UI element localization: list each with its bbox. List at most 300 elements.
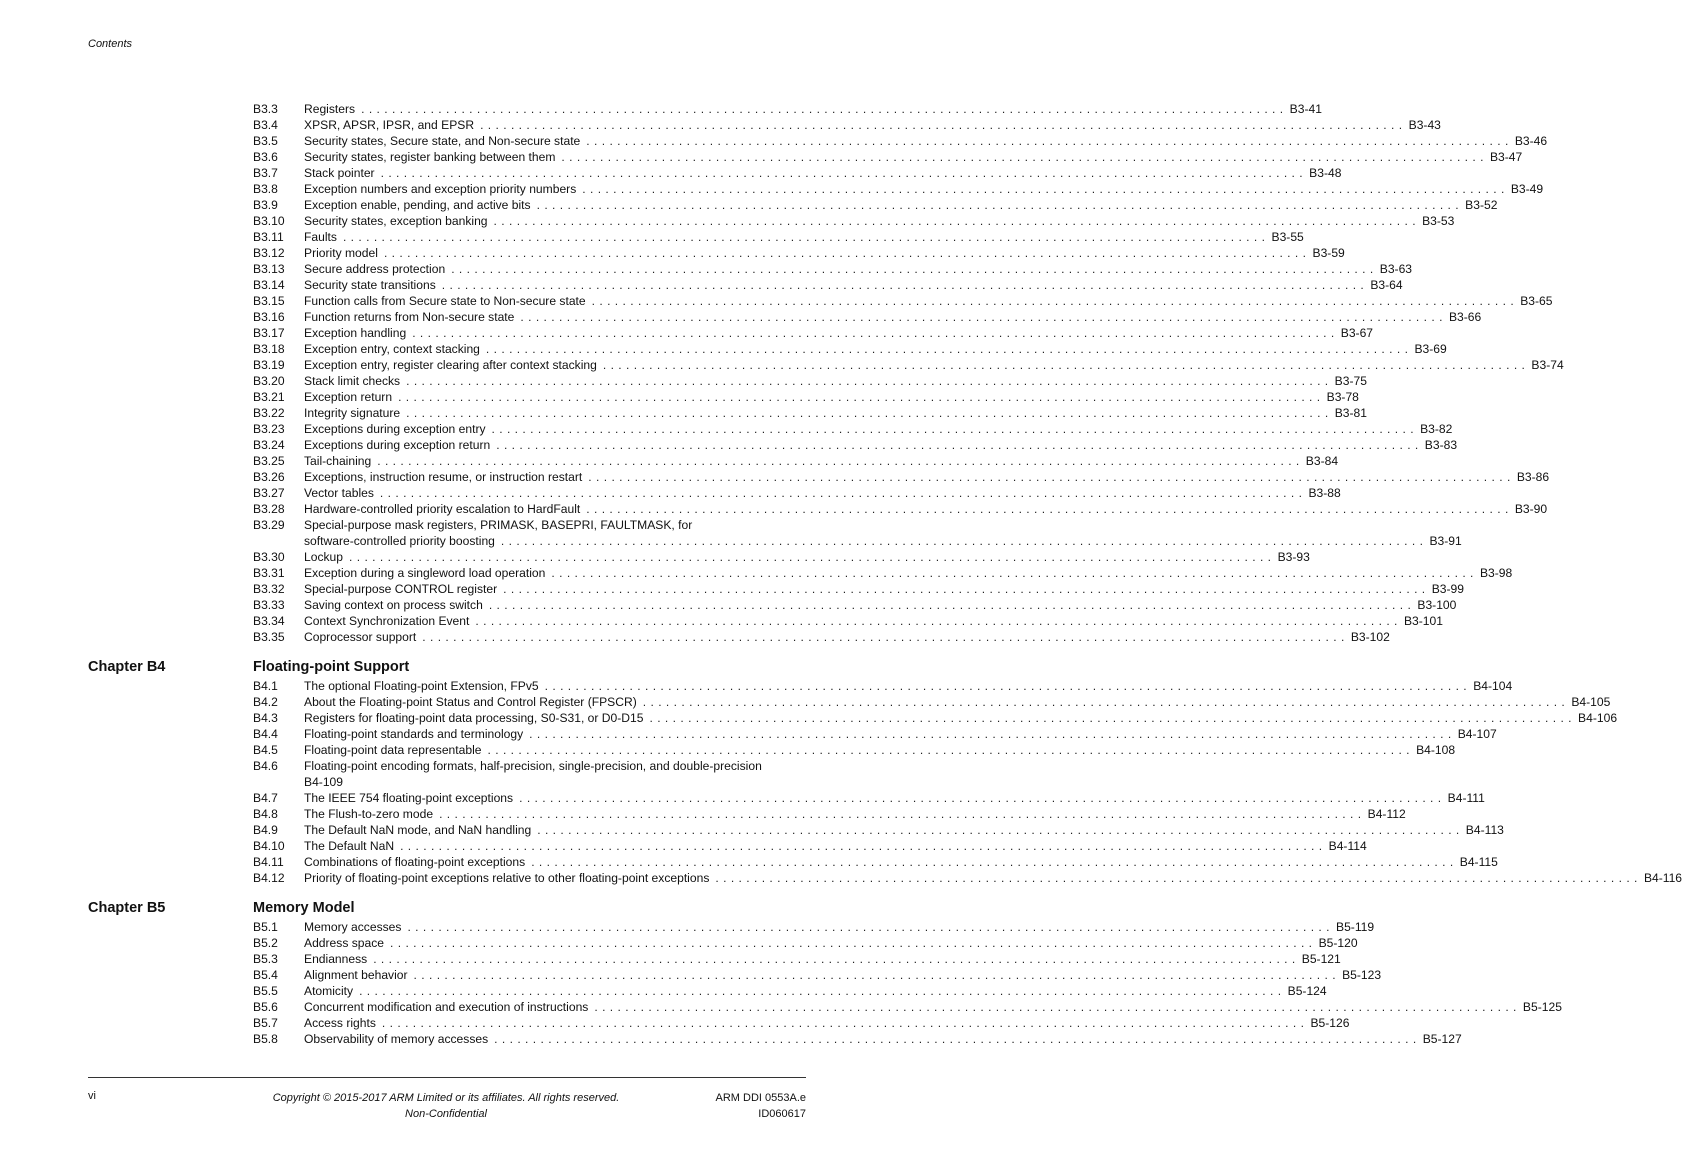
section-number: B3.20 <box>253 374 285 388</box>
section-page: B5-126 <box>1310 1016 1350 1030</box>
section-page: B5-125 <box>1522 1000 1562 1014</box>
toc-entry[interactable] <box>253 999 1562 1015</box>
section-title: Security states, Secure state, and Non-secure state <box>304 134 581 148</box>
section-number: B5.5 <box>253 984 278 998</box>
section-title-wrap <box>304 117 1409 133</box>
section-title-wrap <box>304 967 1342 983</box>
dot-leader: . . . . . . . . . . . . . . . . . . . . . . . . . . . . . . . . . . . . . . . . . . . . . . . . . . . . . . . . . . . . . . . . . . . . . . . . . . . . . . . . . . . . . . . . . . . . . . . . . . . . . . . . . . . . . . . . . . . . . . . . <box>377 454 1300 468</box>
section-page: B3-52 <box>1465 198 1498 212</box>
section-title-wrap <box>304 261 1380 277</box>
section-title-wrap <box>304 421 1420 437</box>
section-title: Secure address protection <box>304 262 446 276</box>
toc-entry[interactable] <box>253 951 1341 967</box>
dot-leader: . . . . . . . . . . . . . . . . . . . . . . . . . . . . . . . . . . . . . . . . . . . . . . . . . . . . . . . . . . . . . . . . . . . . . . . . . . . . . . . . . . . . . . . . . . . . . . . . . . . . . . . . . . . . . . . . . . . . . . . . <box>649 711 1573 725</box>
section-number: B3.26 <box>253 470 285 484</box>
toc-entry[interactable] <box>253 870 1682 886</box>
section-page: B3-98 <box>1479 566 1513 580</box>
section-title-wrap <box>304 822 1466 838</box>
toc-entry[interactable] <box>253 629 1390 645</box>
toc-entry[interactable] <box>253 117 1441 133</box>
dot-leader: . . . . . . . . . . . . . . . . . . . . . . . . . . . . . . . . . . . . . . . . . . . . . . . . . . . . . . . . . . . . . . . . . . . . . . . . . . . . . . . . . . . . . . . . . . . . . . . . . . . . . . . . . . . . . . . . . . . . . . . . <box>475 614 1398 628</box>
section-title: Exception handling <box>304 326 407 340</box>
section-title-wrap <box>304 999 1523 1015</box>
toc-entry[interactable] <box>253 389 1359 405</box>
section-page: B5-127 <box>1422 1032 1462 1046</box>
section-page: B3-46 <box>1514 134 1548 148</box>
section-number: B3.8 <box>253 182 278 196</box>
section-page: B3-66 <box>1448 310 1482 324</box>
toc-entry[interactable] <box>253 149 1523 165</box>
section-title-wrap <box>304 597 1417 613</box>
dot-leader: . . . . . . . . . . . . . . . . . . . . . . . . . . . . . . . . . . . . . . . . . . . . . . . . . . . . . . . . . . . . . . . . . . . . . . . . . . . . . . . . . . . . . . . . . . . . . . . . . . . . . . . . . . . . . . . . . . . . . . . . <box>551 566 1474 580</box>
section-page: B5-123 <box>1342 968 1382 982</box>
section-title: Alignment behavior <box>304 968 408 982</box>
toc-entry[interactable] <box>253 935 1358 951</box>
section-title-wrap <box>304 501 1515 517</box>
section-title-wrap <box>304 165 1309 181</box>
toc-entry[interactable] <box>253 133 1548 149</box>
section-number: B3.33 <box>253 598 285 612</box>
dot-leader: . . . . . . . . . . . . . . . . . . . . . . . . . . . . . . . . . . . . . . . . . . . . . . . . . . . . . . . . . . . . . . . . . . . . . . . . . . . . . . . . . . . . . . . . . . . . . . . . . . . . . . . . . . . . . . . . . . . . . . . . <box>451 262 1374 276</box>
footer-page-number: vi <box>88 1090 96 1102</box>
section-title-continued: software-controlled priority boosting <box>304 534 495 548</box>
dot-leader: . . . . . . . . . . . . . . . . . . . . . . . . . . . . . . . . . . . . . . . . . . . . . . . . . . . . . . . . . . . . . . . . . . . . . . . . . . . . . . . . . . . . . . . . . . . . . . . . . . . . . . . . . . . . . . . . . . . . . . . . <box>520 310 1443 324</box>
section-page: B5-119 <box>1336 920 1375 934</box>
section-title-wrap <box>304 870 1644 886</box>
section-number: B3.27 <box>253 486 285 500</box>
section-title-wrap <box>304 983 1288 999</box>
section-title-wrap <box>304 710 1578 726</box>
dot-leader: . . . . . . . . . . . . . . . . . . . . . . . . . . . . . . . . . . . . . . . . . . . . . . . . . . . . . . . . . . . . . . . . . . . . . . . . . . . . . . . . . . . . . . . . . . . . . . . . . . . . . . . . . . . . . . . . . . . . . . . . <box>544 679 1468 693</box>
section-title-line <box>304 533 1429 549</box>
section-title: Concurrent modification and execution of instructions <box>304 1000 589 1014</box>
section-title: About the Floating-point Status and Control Register (FPSCR) <box>304 695 637 709</box>
dot-leader: . . . . . . . . . . . . . . . . . . . . . . . . . . . . . . . . . . . . . . . . . . . . . . . . . . . . . . . . . . . . . . . . . . . . . . . . . . . . . . . . . . . . . . . . . . . . . . . . . . . . . . . . . . . . . . . . . . . . . . . . <box>380 166 1304 180</box>
section-page: B3-88 <box>1308 486 1341 500</box>
section-title: Exceptions, instruction resume, or instruction restart <box>304 470 583 484</box>
section-title: Hardware-controlled priority escalation to HardFault <box>304 502 581 516</box>
section-title-wrap <box>304 935 1319 951</box>
section-title-wrap <box>304 1031 1423 1047</box>
section-title: The optional Floating-point Extension, FPv5 <box>304 679 539 693</box>
section-number: B3.35 <box>253 630 285 644</box>
dot-leader: . . . . . . . . . . . . . . . . . . . . . . . . . . . . . . . . . . . . . . . . . . . . . . . . . . . . . . . . . . . . . . . . . . . . . . . . . . . . . . . . . . . . . . . . . . . . . . . . . . . . . . . . . . . . . . . . . . . . . . . . <box>400 839 1323 853</box>
section-title: Security states, exception banking <box>304 214 488 228</box>
section-number: B3.3 <box>253 102 278 116</box>
section-title: Exceptions during exception return <box>304 438 491 452</box>
toc-entry[interactable] <box>253 469 1550 485</box>
section-page: B4-113 <box>1465 823 1504 837</box>
section-page: B3-67 <box>1340 326 1374 340</box>
dot-leader: . . . . . . . . . . . . . . . . . . . . . . . . . . . . . . . . . . . . . . . . . . . . . . . . . . . . . . . . . . . . . . . . . . . . . . . . . . . . . . . . . . . . . . . . . . . . . . . . . . . . . . . . . . . . . . . . . . . . . . . . <box>381 1016 1305 1030</box>
section-title: Exception numbers and exception priority numbers <box>304 182 577 196</box>
toc-entry[interactable] <box>253 710 1618 726</box>
section-number: B3.16 <box>253 310 285 324</box>
section-page: B3-53 <box>1422 214 1455 228</box>
dot-leader: . . . . . . . . . . . . . . . . . . . . . . . . . . . . . . . . . . . . . . . . . . . . . . . . . . . . . . . . . . . . . . . . . . . . . . . . . . . . . . . . . . . . . . . . . . . . . . . . . . . . . . . . . . . . . . . . . . . . . . . . <box>496 438 1419 452</box>
section-title: Special-purpose CONTROL register <box>304 582 498 596</box>
chapter-heading <box>88 656 806 678</box>
section-page: B4-116 <box>1643 871 1682 885</box>
dot-leader: . . . . . . . . . . . . . . . . . . . . . . . . . . . . . . . . . . . . . . . . . . . . . . . . . . . . . . . . . . . . . . . . . . . . . . . . . . . . . . . . . . . . . . . . . . . . . . . . . . . . . . . . . . . . . . . . . . . . . . . . <box>412 326 1335 340</box>
toc-entry[interactable] <box>253 565 1513 581</box>
section-page: B4-109 <box>304 775 343 789</box>
section-title-wrap <box>304 678 1473 694</box>
section-title-wrap <box>304 469 1517 485</box>
section-title: The Default NaN <box>304 839 395 853</box>
section-title: Security states, register banking between them <box>304 150 556 164</box>
toc-entry[interactable] <box>253 549 1310 565</box>
dot-leader: . . . . . . . . . . . . . . . . . . . . . . . . . . . . . . . . . . . . . . . . . . . . . . . . . . . . . . . . . . . . . . . . . . . . . . . . . . . . . . . . . . . . . . . . . . . . . . . . . . . . . . . . . . . . . . . . . . . . . . . . <box>413 968 1337 982</box>
dot-leader: . . . . . . . . . . . . . . . . . . . . . . . . . . . . . . . . . . . . . . . . . . . . . . . . . . . . . . . . . . . . . . . . . . . . . . . . . . . . . . . . . . . . . . . . . . . . . . . . . . . . . . . . . . . . . . . . . . . . . . . . <box>361 102 1284 116</box>
section-title: Stack limit checks <box>304 374 401 388</box>
section-title: Security state transitions <box>304 278 436 292</box>
section-title-wrap <box>304 581 1432 597</box>
section-page: B3-84 <box>1305 454 1339 468</box>
section-page: B3-69 <box>1414 342 1447 356</box>
dot-leader: . . . . . . . . . . . . . . . . . . . . . . . . . . . . . . . . . . . . . . . . . . . . . . . . . . . . . . . . . . . . . . . . . . . . . . . . . . . . . . . . . . . . . . . . . . . . . . . . . . . . . . . . . . . . . . . . . . . . . . . . <box>439 807 1362 821</box>
section-title-wrap <box>304 325 1341 341</box>
dot-leader: . . . . . . . . . . . . . . . . . . . . . . . . . . . . . . . . . . . . . . . . . . . . . . . . . . . . . . . . . . . . . . . . . . . . . . . . . . . . . . . . . . . . . . . . . . . . . . . . . . . . . . . . . . . . . . . . . . . . . . . . <box>485 342 1409 356</box>
section-title: Endianness <box>304 952 368 966</box>
section-title: Exception entry, register clearing after context stacking <box>304 358 597 372</box>
section-page: B3-55 <box>1271 230 1304 244</box>
toc-entry[interactable] <box>253 373 1367 389</box>
chapter-title[interactable]: Memory Model <box>253 900 355 916</box>
section-number: B3.17 <box>253 326 285 340</box>
section-number: B3.23 <box>253 422 285 436</box>
section-page: B5-124 <box>1287 984 1327 998</box>
toc-entry[interactable] <box>253 357 1564 373</box>
dot-leader: . . . . . . . . . . . . . . . . . . . . . . . . . . . . . . . . . . . . . . . . . . . . . . . . . . . . . . . . . . . . . . . . . . . . . . . . . . . . . . . . . . . . . . . . . . . . . . . . . . . . . . . . . . . . . . . . . . . . . . . . <box>441 278 1365 292</box>
section-number: B5.8 <box>253 1032 278 1046</box>
section-number: B3.22 <box>253 406 285 420</box>
section-number: B3.24 <box>253 438 285 452</box>
section-number: B3.29 <box>253 518 285 532</box>
toc-entry[interactable] <box>253 919 1375 935</box>
section-title-wrap <box>304 919 1336 935</box>
toc-entry[interactable] <box>253 101 1322 117</box>
section-number: B3.12 <box>253 246 285 260</box>
section-title-wrap <box>304 565 1480 581</box>
toc-entry[interactable] <box>253 613 1443 629</box>
section-title-wrap <box>304 453 1306 469</box>
section-number: B3.15 <box>253 294 285 308</box>
dot-leader: . . . . . . . . . . . . . . . . . . . . . . . . . . . . . . . . . . . . . . . . . . . . . . . . . . . . . . . . . . . . . . . . . . . . . . . . . . . . . . . . . . . . . . . . . . . . . . . . . . . . . . . . . . . . . . . . . . . . . . . . <box>379 486 1303 500</box>
section-number: B3.34 <box>253 614 285 628</box>
section-title-wrap <box>304 309 1449 325</box>
section-page: B3-65 <box>1520 294 1553 308</box>
section-title: Priority model <box>304 246 378 260</box>
toc-entry[interactable] <box>253 581 1464 597</box>
section-title-wrap <box>304 629 1351 645</box>
dot-leader: . . . . . . . . . . . . . . . . . . . . . . . . . . . . . . . . . . . . . . . . . . . . . . . . . . . . . . . . . . . . . . . . . . . . . . . . . . . . . . . . . . . . . . . . . . . . . . . . . . . . . . . . . . . . . . . . . . . . . . . . <box>398 390 1321 404</box>
toc-entry[interactable] <box>253 213 1455 229</box>
section-title: Access rights <box>304 1016 376 1030</box>
section-number: B5.2 <box>253 936 278 950</box>
running-header: Contents <box>88 38 133 50</box>
section-title: Registers for floating-point data processing, S0-S31, or D0-D15 <box>304 711 644 725</box>
section-title-wrap <box>304 854 1460 870</box>
section-title-wrap <box>304 485 1308 501</box>
section-title-wrap <box>304 694 1571 710</box>
section-number: B4.9 <box>253 823 278 837</box>
section-page: B4-106 <box>1578 711 1618 725</box>
toc-entry[interactable] <box>253 1031 1462 1047</box>
section-number: B4.10 <box>253 839 285 853</box>
section-page: B4-108 <box>1416 743 1456 757</box>
section-title-wrap <box>304 806 1368 822</box>
section-title-wrap <box>304 549 1278 565</box>
section-title: The IEEE 754 floating-point exceptions <box>304 791 514 805</box>
section-page: B3-101 <box>1403 614 1443 628</box>
footer-divider <box>88 1077 806 1078</box>
section-number: B3.10 <box>253 214 285 228</box>
section-number: B5.7 <box>253 1016 278 1030</box>
section-number: B4.6 <box>253 759 278 773</box>
section-page: B3-86 <box>1516 470 1550 484</box>
toc-entry[interactable] <box>253 790 1485 806</box>
dot-leader: . . . . . . . . . . . . . . . . . . . . . . . . . . . . . . . . . . . . . . . . . . . . . . . . . . . . . . . . . . . . . . . . . . . . . . . . . . . . . . . . . . . . . . . . . . . . . . . . . . . . . . . . . . . . . . . . . . . . . . . . <box>407 920 1331 934</box>
section-title: Vector tables <box>304 486 374 500</box>
section-number: B3.18 <box>253 342 285 356</box>
toc-entry[interactable] <box>253 437 1458 453</box>
toc-entry[interactable] <box>253 1015 1350 1031</box>
section-number: B5.3 <box>253 952 278 966</box>
dot-leader: . . . . . . . . . . . . . . . . . . . . . . . . . . . . . . . . . . . . . . . . . . . . . . . . . . . . . . . . . . . . . . . . . . . . . . . . . . . . . . . . . . . . . . . . . . . . . . . . . . . . . . . . . . . . . . . . . . . . . . . . <box>349 550 1272 564</box>
dot-leader: . . . . . . . . . . . . . . . . . . . . . . . . . . . . . . . . . . . . . . . . . . . . . . . . . . . . . . . . . . . . . . . . . . . . . . . . . . . . . . . . . . . . . . . . . . . . . . . . . . . . . . . . . . . . . . . . . . . . . . . . <box>500 534 1424 548</box>
toc-entry[interactable] <box>253 293 1553 309</box>
toc-entry[interactable] <box>253 501 1548 517</box>
toc-entry[interactable] <box>253 421 1453 437</box>
footer-copyright-block <box>230 1090 662 1122</box>
section-page: B3-75 <box>1334 374 1367 388</box>
section-title: The Flush-to-zero mode <box>304 807 434 821</box>
section-number: B3.31 <box>253 566 285 580</box>
dot-leader: . . . . . . . . . . . . . . . . . . . . . . . . . . . . . . . . . . . . . . . . . . . . . . . . . . . . . . . . . . . . . . . . . . . . . . . . . . . . . . . . . . . . . . . . . . . . . . . . . . . . . . . . . . . . . . . . . . . . . . . . <box>491 422 1415 436</box>
section-number: B3.9 <box>253 198 278 212</box>
section-title: Tail-chaining <box>304 454 372 468</box>
section-page: B4-104 <box>1473 679 1513 693</box>
toc-entry[interactable] <box>253 165 1342 181</box>
toc-entry[interactable] <box>253 181 1544 197</box>
section-number: B3.6 <box>253 150 278 164</box>
section-title-line: Special-purpose mask registers, PRIMASK, BASEPRI, FAULTMASK, for <box>304 518 693 532</box>
chapter-heading <box>88 897 806 919</box>
section-page: B3-47 <box>1489 150 1523 164</box>
toc-entry[interactable] <box>253 261 1413 277</box>
section-number: B4.3 <box>253 711 278 725</box>
dot-leader: . . . . . . . . . . . . . . . . . . . . . . . . . . . . . . . . . . . . . . . . . . . . . . . . . . . . . . . . . . . . . . . . . . . . . . . . . . . . . . . . . . . . . . . . . . . . . . . . . . . . . . . . . . . . . . . . . . . . . . . . <box>503 582 1426 596</box>
toc-entry[interactable] <box>253 597 1457 613</box>
section-title: Exception return <box>304 390 393 404</box>
section-title-line: Floating-point encoding formats, half-precision, single-precision, and double-precision <box>304 759 762 773</box>
section-title: Saving context on process switch <box>304 598 483 612</box>
section-title: Coprocessor support <box>304 630 417 644</box>
footer-doc-id: ARM DDI 0553A.e <box>715 1092 806 1104</box>
section-title: Atomicity <box>304 984 354 998</box>
section-page: B3-82 <box>1420 422 1453 436</box>
section-title: Function calls from Secure state to Non-secure state <box>304 294 586 308</box>
section-title-wrap <box>304 277 1370 293</box>
section-title: Exception enable, pending, and active bits <box>304 198 531 212</box>
section-title-wrap <box>304 341 1414 357</box>
chapter-number[interactable]: Chapter B5 <box>88 900 166 916</box>
section-title: Floating-point standards and terminology <box>304 727 524 741</box>
section-number: B3.13 <box>253 262 285 276</box>
toc-entry[interactable] <box>253 341 1447 357</box>
toc-entry[interactable] <box>253 838 1367 854</box>
section-title-wrap <box>304 373 1335 389</box>
section-title <box>304 517 1429 549</box>
section-title: Registers <box>304 102 356 116</box>
section-number: B3.21 <box>253 390 285 404</box>
section-title: Integrity signature <box>304 406 401 420</box>
section-title-wrap <box>304 149 1490 165</box>
section-title-wrap <box>304 742 1416 758</box>
toc-entry[interactable] <box>253 806 1406 822</box>
section-page: B5-121 <box>1301 952 1341 966</box>
section-page: B3-63 <box>1379 262 1413 276</box>
footer-copyright: Copyright © 2015-2017 ARM Limited or its affiliates. All rights reserved. <box>272 1092 620 1104</box>
section-number: B4.2 <box>253 695 278 709</box>
section-title-wrap <box>304 181 1511 197</box>
section-title: Exceptions during exception entry <box>304 422 486 436</box>
dot-leader: . . . . . . . . . . . . . . . . . . . . . . . . . . . . . . . . . . . . . . . . . . . . . . . . . . . . . . . . . . . . . . . . . . . . . . . . . . . . . . . . . . . . . . . . . . . . . . . . . . . . . . . . . . . . . . . . . . . . . . . . <box>529 727 1452 741</box>
section-page: B3-64 <box>1370 278 1403 292</box>
toc-entry[interactable] <box>253 758 806 790</box>
section-title-wrap <box>304 838 1329 854</box>
section-number: B4.4 <box>253 727 278 741</box>
section-title: The Default NaN mode, and NaN handling <box>304 823 532 837</box>
section-number: B4.5 <box>253 743 278 757</box>
section-page: B3-102 <box>1350 630 1390 644</box>
toc-entry[interactable] <box>253 742 1456 758</box>
footer-confidentiality: Non-Confidential <box>405 1108 487 1120</box>
section-title: Observability of memory accesses <box>304 1032 489 1046</box>
section-title: Function returns from Non-secure state <box>304 310 515 324</box>
toc-entry[interactable] <box>253 197 1498 213</box>
section-page: B3-78 <box>1326 390 1359 404</box>
section-page: B5-120 <box>1318 936 1358 950</box>
toc-entry[interactable] <box>253 854 1498 870</box>
toc-entry[interactable] <box>253 485 1341 501</box>
section-title: Stack pointer <box>304 166 375 180</box>
section-title <box>304 758 806 790</box>
section-number: B3.19 <box>253 358 285 372</box>
section-page: B3-49 <box>1510 182 1544 196</box>
section-number: B3.30 <box>253 550 285 564</box>
chapter-number[interactable]: Chapter B4 <box>88 659 166 675</box>
dot-leader: . . . . . . . . . . . . . . . . . . . . . . . . . . . . . . . . . . . . . . . . . . . . . . . . . . . . . . . . . . . . . . . . . . . . . . . . . . . . . . . . . . . . . . . . . . . . . . . . . . . . . . . . . . . . . . . . . . . . . . . . <box>642 695 1566 709</box>
section-title: Exception entry, context stacking <box>304 342 480 356</box>
dot-leader: . . . . . . . . . . . . . . . . . . . . . . . . . . . . . . . . . . . . . . . . . . . . . . . . . . . . . . . . . . . . . . . . . . . . . . . . . . . . . . . . . . . . . . . . . . . . . . . . . . . . . . . . . . . . . . . . . . . . . . . . <box>359 984 1282 998</box>
toc-entry[interactable] <box>253 325 1374 341</box>
section-title-wrap <box>304 613 1404 629</box>
toc-entry[interactable] <box>253 822 1504 838</box>
toc-entry[interactable] <box>253 694 1611 710</box>
toc-entry[interactable] <box>253 309 1482 325</box>
dot-leader: . . . . . . . . . . . . . . . . . . . . . . . . . . . . . . . . . . . . . . . . . . . . . . . . . . . . . . . . . . . . . . . . . . . . . . . . . . . . . . . . . . . . . . . . . . . . . . . . . . . . . . . . . . . . . . . . . . . . . . . . <box>493 214 1417 228</box>
section-title-wrap <box>304 405 1335 421</box>
toc-entry[interactable] <box>253 517 1462 549</box>
dot-leader: . . . . . . . . . . . . . . . . . . . . . . . . . . . . . . . . . . . . . . . . . . . . . . . . . . . . . . . . . . . . . . . . . . . . . . . . . . . . . . . . . . . . . . . . . . . . . . . . . . . . . . . . . . . . . . . . . . . . . . . . <box>519 791 1442 805</box>
section-page: B4-107 <box>1457 727 1497 741</box>
section-title-wrap <box>304 790 1448 806</box>
dot-leader: . . . . . . . . . . . . . . . . . . . . . . . . . . . . . . . . . . . . . . . . . . . . . . . . . . . . . . . . . . . . . . . . . . . . . . . . . . . . . . . . . . . . . . . . . . . . . . . . . . . . . . . . . . . . . . . . . . . . . . . . <box>588 470 1511 484</box>
toc-entry[interactable] <box>253 983 1327 999</box>
section-title-wrap <box>304 197 1465 213</box>
dot-leader: . . . . . . . . . . . . . . . . . . . . . . . . . . . . . . . . . . . . . . . . . . . . . . . . . . . . . . . . . . . . . . . . . . . . . . . . . . . . . . . . . . . . . . . . . . . . . . . . . . . . . . . . . . . . . . . . . . . . . . . . <box>582 182 1505 196</box>
dot-leader: . . . . . . . . . . . . . . . . . . . . . . . . . . . . . . . . . . . . . . . . . . . . . . . . . . . . . . . . . . . . . . . . . . . . . . . . . . . . . . . . . . . . . . . . . . . . . . . . . . . . . . . . . . . . . . . . . . . . . . . . <box>561 150 1484 164</box>
dot-leader: . . . . . . . . . . . . . . . . . . . . . . . . . . . . . . . . . . . . . . . . . . . . . . . . . . . . . . . . . . . . . . . . . . . . . . . . . . . . . . . . . . . . . . . . . . . . . . . . . . . . . . . . . . . . . . . . . . . . . . . . <box>537 823 1460 837</box>
section-title-wrap <box>304 389 1327 405</box>
section-title: Exception during a singleword load operation <box>304 566 546 580</box>
dot-leader: . . . . . . . . . . . . . . . . . . . . . . . . . . . . . . . . . . . . . . . . . . . . . . . . . . . . . . . . . . . . . . . . . . . . . . . . . . . . . . . . . . . . . . . . . . . . . . . . . . . . . . . . . . . . . . . . . . . . . . . . <box>591 294 1515 308</box>
toc-entry[interactable] <box>253 967 1382 983</box>
section-number: B3.32 <box>253 582 285 596</box>
section-number: B4.12 <box>253 871 285 885</box>
dot-leader: . . . . . . . . . . . . . . . . . . . . . . . . . . . . . . . . . . . . . . . . . . . . . . . . . . . . . . . . . . . . . . . . . . . . . . . . . . . . . . . . . . . . . . . . . . . . . . . . . . . . . . . . . . . . . . . . . . . . . . . . <box>488 598 1412 612</box>
dot-leader: . . . . . . . . . . . . . . . . . . . . . . . . . . . . . . . . . . . . . . . . . . . . . . . . . . . . . . . . . . . . . . . . . . . . . . . . . . . . . . . . . . . . . . . . . . . . . . . . . . . . . . . . . . . . . . . . . . . . . . . . <box>602 358 1526 372</box>
section-title: Faults <box>304 230 337 244</box>
toc-entry[interactable] <box>253 453 1339 469</box>
section-page: B4-115 <box>1459 855 1498 869</box>
section-page: B3-93 <box>1277 550 1310 564</box>
dot-leader: . . . . . . . . . . . . . . . . . . . . . . . . . . . . . . . . . . . . . . . . . . . . . . . . . . . . . . . . . . . . . . . . . . . . . . . . . . . . . . . . . . . . . . . . . . . . . . . . . . . . . . . . . . . . . . . . . . . . . . . . <box>406 374 1329 388</box>
toc-entry[interactable] <box>253 229 1304 245</box>
section-number: B3.14 <box>253 278 285 292</box>
section-page: B3-83 <box>1424 438 1458 452</box>
toc-section <box>88 656 1682 886</box>
section-number: B5.6 <box>253 1000 278 1014</box>
section-title-wrap <box>304 229 1272 245</box>
section-title-wrap <box>304 437 1425 453</box>
dot-leader: . . . . . . . . . . . . . . . . . . . . . . . . . . . . . . . . . . . . . . . . . . . . . . . . . . . . . . . . . . . . . . . . . . . . . . . . . . . . . . . . . . . . . . . . . . . . . . . . . . . . . . . . . . . . . . . . . . . . . . . . <box>586 502 1509 516</box>
toc-entry[interactable] <box>253 405 1367 421</box>
section-page: B4-114 <box>1328 839 1367 853</box>
section-title: Context Synchronization Event <box>304 614 470 628</box>
section-number: B4.1 <box>253 679 278 693</box>
section-page: B4-105 <box>1571 695 1611 709</box>
section-number: B3.11 <box>253 230 284 244</box>
toc-section <box>88 897 1562 1047</box>
section-title: Memory accesses <box>304 920 402 934</box>
section-title: Address space <box>304 936 384 950</box>
section-title-wrap <box>304 213 1422 229</box>
dot-leader: . . . . . . . . . . . . . . . . . . . . . . . . . . . . . . . . . . . . . . . . . . . . . . . . . . . . . . . . . . . . . . . . . . . . . . . . . . . . . . . . . . . . . . . . . . . . . . . . . . . . . . . . . . . . . . . . . . . . . . . . <box>531 855 1454 869</box>
toc-entry[interactable] <box>253 245 1345 261</box>
section-page: B4-112 <box>1367 807 1406 821</box>
section-title: Floating-point data representable <box>304 743 482 757</box>
section-number: B5.1 <box>253 920 278 934</box>
section-page: B3-91 <box>1429 534 1462 548</box>
section-page: B3-100 <box>1417 598 1457 612</box>
toc-entry[interactable] <box>253 678 1513 694</box>
toc-entry[interactable] <box>253 726 1497 742</box>
toc-entry[interactable] <box>253 277 1403 293</box>
section-title-wrap <box>304 357 1531 373</box>
dot-leader: . . . . . . . . . . . . . . . . . . . . . . . . . . . . . . . . . . . . . . . . . . . . . . . . . . . . . . . . . . . . . . . . . . . . . . . . . . . . . . . . . . . . . . . . . . . . . . . . . . . . . . . . . . . . . . . . . . . . . . . . <box>480 118 1403 132</box>
section-number: B3.4 <box>253 118 278 132</box>
section-number: B3.28 <box>253 502 285 516</box>
section-title-wrap <box>304 951 1302 967</box>
chapter-title[interactable]: Floating-point Support <box>253 659 410 675</box>
section-page: B3-48 <box>1309 166 1342 180</box>
section-page: B3-90 <box>1514 502 1548 516</box>
section-number: B4.7 <box>253 791 278 805</box>
section-page: B3-99 <box>1431 582 1464 596</box>
